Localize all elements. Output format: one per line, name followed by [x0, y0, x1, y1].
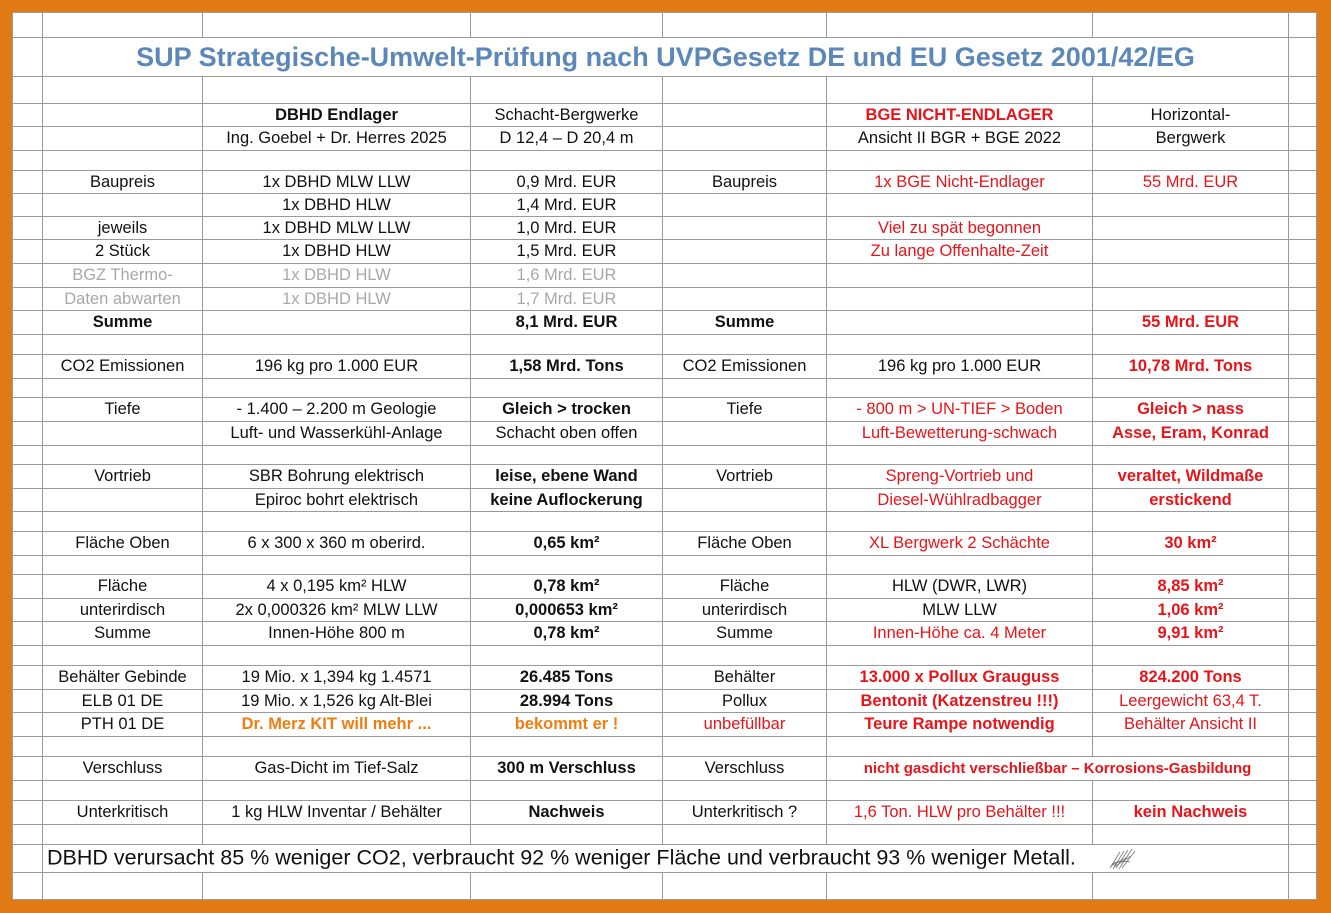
spacer-row — [13, 335, 1317, 355]
signature-icon — [1106, 846, 1140, 872]
footer-summary: DBHD verursacht 85 % weniger CO2, verbraucht 92 % weniger Fläche und verbraucht 93 % weniger Metall. — [47, 845, 1076, 870]
spreadsheet — [12, 12, 1316, 899]
horizontal-subheader: Bergwerk — [1093, 127, 1289, 151]
table-row-co2 — [13, 355, 1317, 379]
cell: jeweils — [43, 217, 203, 240]
table-row-behaelter — [13, 666, 1317, 690]
cell: Summe — [663, 622, 827, 646]
cell: 28.994 Tons — [471, 690, 663, 713]
cell: Epiroc bohrt elektrisch — [203, 489, 471, 512]
cell: Pollux — [663, 690, 827, 713]
cell: Spreng-Vortrieb und — [827, 465, 1093, 489]
schacht-header: Schacht-Bergwerke — [471, 104, 663, 127]
cell: - 1.400 – 2.200 m Geologie — [203, 398, 471, 422]
cell: 1x BGE Nicht-Endlager — [827, 171, 1093, 194]
cell: Luft- und Wasserkühl-Anlage — [203, 422, 471, 446]
table-row-vortrieb — [13, 465, 1317, 489]
cell: Tiefe — [43, 398, 203, 422]
cell: Fläche — [43, 575, 203, 599]
cell: Innen-Höhe 800 m — [203, 622, 471, 646]
cell: XL Bergwerk 2 Schächte — [827, 532, 1093, 556]
table-row — [13, 599, 1317, 622]
cell: Fläche Oben — [43, 532, 203, 556]
cell: Unterkritisch — [43, 801, 203, 825]
spacer-row — [13, 13, 1317, 38]
table-row — [13, 217, 1317, 240]
table-row — [13, 264, 1317, 288]
table-row-verschluss — [13, 757, 1317, 781]
dbhd-header: DBHD Endlager — [203, 104, 471, 127]
cell: 10,78 Mrd. Tons — [1093, 355, 1289, 379]
cell: Vortrieb — [663, 465, 827, 489]
cell: HLW (DWR, LWR) — [827, 575, 1093, 599]
cell: Behälter — [663, 666, 827, 690]
cell: 9,91 km² — [1093, 622, 1289, 646]
cell: Gas-Dicht im Tief-Salz — [203, 757, 471, 781]
cell: Tiefe — [663, 398, 827, 422]
table-row-summe — [13, 311, 1317, 335]
cell: 1,6 Mrd. EUR — [471, 264, 663, 288]
cell: unterirdisch — [43, 599, 203, 622]
cell: Nachweis — [471, 801, 663, 825]
table-row-flaeche-oben — [13, 532, 1317, 556]
cell: Dr. Merz KIT will mehr ... — [203, 713, 471, 737]
cell: 1x DBHD MLW LLW — [203, 171, 471, 194]
cell: 0,9 Mrd. EUR — [471, 171, 663, 194]
cell: 19 Mio. x 1,394 kg 1.4571 — [203, 666, 471, 690]
cell: Unterkritisch ? — [663, 801, 827, 825]
cell: 55 Mrd. EUR — [1093, 171, 1289, 194]
cell: 1x DBHD HLW — [203, 240, 471, 264]
cell: Teure Rampe notwendig — [827, 713, 1093, 737]
cell: 1,58 Mrd. Tons — [471, 355, 663, 379]
cell: CO2 Emissionen — [43, 355, 203, 379]
cell: Baupreis — [43, 171, 203, 194]
cell: Luft-Bewetterung-schwach — [827, 422, 1093, 446]
cell: 1,0 Mrd. EUR — [471, 217, 663, 240]
cell: BGZ Thermo- — [43, 264, 203, 288]
cell: Behälter Ansicht II — [1093, 713, 1289, 737]
table-row — [13, 422, 1317, 446]
footer-cell — [43, 845, 1289, 873]
cell: Fläche Oben — [663, 532, 827, 556]
cell: CO2 Emissionen — [663, 355, 827, 379]
cell: 4 x 0,195 km² HLW — [203, 575, 471, 599]
cell: 0,78 km² — [471, 575, 663, 599]
cell: Innen-Höhe ca. 4 Meter — [827, 622, 1093, 646]
cell: 824.200 Tons — [1093, 666, 1289, 690]
table-row-baupreis — [13, 171, 1317, 194]
cell: Daten abwarten — [43, 288, 203, 311]
spacer-row — [13, 556, 1317, 575]
cell — [43, 194, 203, 217]
cell: Asse, Eram, Konrad — [1093, 422, 1289, 446]
cell: Leergewicht 63,4 T. — [1093, 690, 1289, 713]
cell: PTH 01 DE — [43, 713, 203, 737]
spacer-row — [13, 151, 1317, 171]
cell: 1x DBHD HLW — [203, 288, 471, 311]
cell: veraltet, Wildmaße — [1093, 465, 1289, 489]
cell: Vortrieb — [43, 465, 203, 489]
cell: 13.000 x Pollux Grauguss — [827, 666, 1093, 690]
cell: 1,6 Ton. HLW pro Behälter !!! — [827, 801, 1093, 825]
cell: 2x 0,000326 km² MLW LLW — [203, 599, 471, 622]
bge-subheader: Ansicht II BGR + BGE 2022 — [827, 127, 1093, 151]
spacer-row — [13, 446, 1317, 465]
cell: unterirdisch — [663, 599, 827, 622]
cell: erstickend — [1093, 489, 1289, 512]
spacer-row — [13, 873, 1317, 900]
header-row-2 — [13, 127, 1317, 151]
cell: kein Nachweis — [1093, 801, 1289, 825]
cell: Bentonit (Katzenstreu !!!) — [827, 690, 1093, 713]
cell: Behälter Gebinde — [43, 666, 203, 690]
table-row-flaeche — [13, 575, 1317, 599]
table-row — [13, 713, 1317, 737]
cell: 0,65 km² — [471, 532, 663, 556]
cell: 1,4 Mrd. EUR — [471, 194, 663, 217]
cell: 19 Mio. x 1,526 kg Alt-Blei — [203, 690, 471, 713]
cell: Summe — [43, 311, 203, 335]
comparison-table — [12, 12, 1317, 900]
cell: 26.485 Tons — [471, 666, 663, 690]
table-row — [13, 489, 1317, 512]
spacer-row — [13, 646, 1317, 666]
cell: Gleich > trocken — [471, 398, 663, 422]
table-row — [13, 194, 1317, 217]
spacer-row — [13, 825, 1317, 845]
cell: 196 kg pro 1.000 EUR — [203, 355, 471, 379]
cell: 6 x 300 x 360 m oberird. — [203, 532, 471, 556]
bge-header: BGE NICHT-ENDLAGER — [827, 104, 1093, 127]
cell: Zu lange Offenhalte-Zeit — [827, 240, 1093, 264]
horizontal-header: Horizontal- — [1093, 104, 1289, 127]
table-row — [13, 690, 1317, 713]
cell: keine Auflockerung — [471, 489, 663, 512]
footer-row — [13, 845, 1317, 873]
cell: leise, ebene Wand — [471, 465, 663, 489]
cell: 30 km² — [1093, 532, 1289, 556]
cell: 0,78 km² — [471, 622, 663, 646]
spacer-row — [13, 781, 1317, 801]
cell: Fläche — [663, 575, 827, 599]
cell: Baupreis — [663, 171, 827, 194]
cell: 55 Mrd. EUR — [1093, 311, 1289, 335]
cell: bekommt er ! — [471, 713, 663, 737]
header-row-1 — [13, 104, 1317, 127]
cell: 2 Stück — [43, 240, 203, 264]
cell: nicht gasdicht verschließbar – Korrosions-Gasbildung — [827, 757, 1289, 781]
cell: - 800 m > UN-TIEF > Boden — [827, 398, 1093, 422]
cell: 1x DBHD HLW — [203, 194, 471, 217]
cell: 1x DBHD HLW — [203, 264, 471, 288]
cell: 196 kg pro 1.000 EUR — [827, 355, 1093, 379]
cell: ELB 01 DE — [43, 690, 203, 713]
cell: unbefüllbar — [663, 713, 827, 737]
cell: Gleich > nass — [1093, 398, 1289, 422]
dbhd-subheader: Ing. Goebel + Dr. Herres 2025 — [203, 127, 471, 151]
cell: 1 kg HLW Inventar / Behälter — [203, 801, 471, 825]
schacht-subheader: D 12,4 – D 20,4 m — [471, 127, 663, 151]
cell: Verschluss — [663, 757, 827, 781]
spacer-row — [13, 77, 1317, 104]
cell: 1,06 km² — [1093, 599, 1289, 622]
cell: MLW LLW — [827, 599, 1093, 622]
spacer-row — [13, 737, 1317, 757]
cell: 8,85 km² — [1093, 575, 1289, 599]
cell: 8,1 Mrd. EUR — [471, 311, 663, 335]
table-row — [13, 288, 1317, 311]
cell: 1,7 Mrd. EUR — [471, 288, 663, 311]
spacer-row — [13, 379, 1317, 398]
cell: 1,5 Mrd. EUR — [471, 240, 663, 264]
cell: 300 m Verschluss — [471, 757, 663, 781]
table-row-unterkritisch — [13, 801, 1317, 825]
cell: Diesel-Wühlradbagger — [827, 489, 1093, 512]
cell: Verschluss — [43, 757, 203, 781]
title-row — [13, 38, 1317, 77]
cell: Schacht oben offen — [471, 422, 663, 446]
table-row — [13, 622, 1317, 646]
page-title: SUP Strategische-Umwelt-Prüfung nach UVPGesetz DE und EU Gesetz 2001/42/EG — [43, 38, 1289, 77]
cell: Summe — [43, 622, 203, 646]
cell: 0,000653 km² — [471, 599, 663, 622]
table-row — [13, 240, 1317, 264]
cell: 1x DBHD MLW LLW — [203, 217, 471, 240]
cell: Viel zu spät begonnen — [827, 217, 1093, 240]
cell: Summe — [663, 311, 827, 335]
cell: SBR Bohrung elektrisch — [203, 465, 471, 489]
table-row-tiefe — [13, 398, 1317, 422]
spacer-row — [13, 512, 1317, 532]
